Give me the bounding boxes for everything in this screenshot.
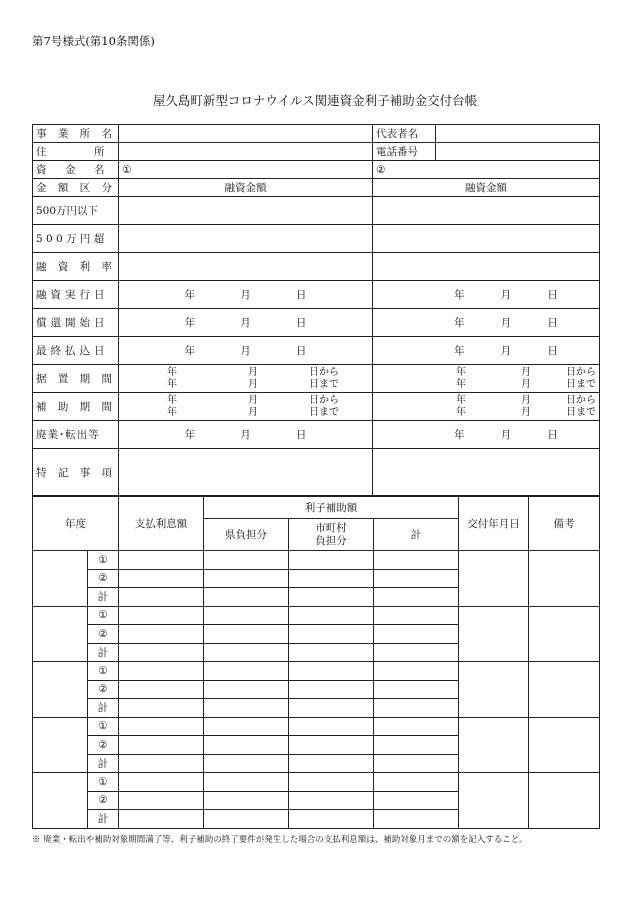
- address-field[interactable]: [119, 143, 373, 161]
- paid-interest-cell[interactable]: [119, 773, 204, 792]
- fiscal-year-cell[interactable]: [33, 717, 88, 773]
- paid-interest-cell[interactable]: [119, 810, 204, 829]
- final-pay-label: 最終払込日: [33, 337, 119, 365]
- under-500-field-2[interactable]: [373, 197, 600, 225]
- final-pay-field-1[interactable]: [119, 337, 373, 365]
- day-label: 日: [295, 429, 307, 441]
- year-label: 年: [456, 378, 466, 390]
- total-cell[interactable]: [374, 699, 459, 718]
- month-label: 月: [500, 289, 512, 301]
- day-label: 日: [295, 345, 307, 357]
- year-label: 年: [454, 429, 465, 441]
- table-row: [33, 717, 600, 736]
- row-label: 計: [88, 699, 119, 718]
- fund-name-2[interactable]: ②: [373, 161, 600, 179]
- total-cell[interactable]: [374, 736, 459, 755]
- day-label: 日: [547, 345, 558, 357]
- phone-label: 電話番号: [373, 143, 436, 161]
- fund-name-label: 資 金 名: [33, 161, 119, 179]
- form-number: 第7号様式(第10条関係): [32, 34, 155, 48]
- pref-share-cell[interactable]: [204, 717, 289, 736]
- city-share-cell[interactable]: [289, 625, 374, 644]
- row-label: ①: [88, 551, 119, 570]
- city-share-cell[interactable]: [289, 810, 374, 829]
- month-label: 月: [247, 394, 258, 406]
- total-cell[interactable]: [374, 569, 459, 588]
- fiscal-year-cell[interactable]: [33, 662, 88, 718]
- fiscal-year-cell[interactable]: [33, 606, 88, 662]
- year-label: 年: [184, 345, 196, 357]
- interest-rate-field-1[interactable]: [119, 253, 373, 281]
- grant-date-cell[interactable]: [459, 773, 529, 829]
- grace-period-field-1[interactable]: [119, 365, 373, 393]
- month-label: 月: [240, 345, 251, 357]
- month-label: 月: [247, 366, 258, 378]
- city-share-header: 市町村 負担分: [289, 519, 374, 551]
- total-cell[interactable]: [374, 717, 459, 736]
- fund-name-1[interactable]: ①: [119, 161, 373, 179]
- special-notes-label: 特 記 事 項: [33, 449, 119, 496]
- from-day-label: 日から: [566, 394, 596, 406]
- paid-interest-cell[interactable]: [119, 699, 204, 718]
- over-500-label: 5 0 0 万 円 超: [33, 225, 119, 253]
- row-label: ②: [88, 569, 119, 588]
- year-label: 年: [167, 406, 177, 418]
- under-500-label: 500万円以下: [33, 197, 119, 225]
- pref-share-cell[interactable]: [204, 662, 289, 681]
- day-label: 日: [547, 429, 558, 441]
- pref-share-cell[interactable]: [204, 606, 289, 625]
- row-label: 計: [88, 810, 119, 829]
- footnote: ※ 廃業・転出や補助対象期間満了等、利子補助の終了要件が発生した場合の支払利息額は、補助対象月までの額を記入すること。: [32, 835, 528, 845]
- paid-interest-cell[interactable]: [119, 606, 204, 625]
- table-row: [33, 606, 600, 625]
- month-label: 月: [500, 345, 512, 357]
- total-cell[interactable]: [374, 810, 459, 829]
- until-day-label: 日まで: [566, 378, 596, 390]
- pref-share-cell[interactable]: [204, 588, 289, 607]
- pref-share-cell[interactable]: [204, 736, 289, 755]
- paid-interest-header: 支払利息額: [119, 497, 204, 551]
- row-label: 計: [88, 643, 119, 662]
- grant-date-cell[interactable]: [459, 662, 529, 718]
- document-title: 屋久島町新型コロナウイルス関連資金利子補助金交付台帳: [152, 93, 478, 108]
- repay-start-field-1[interactable]: [119, 309, 373, 337]
- account-table: [32, 124, 600, 496]
- total-header: 計: [374, 519, 459, 551]
- until-day-label: 日まで: [308, 406, 339, 418]
- month-label: 月: [520, 406, 531, 418]
- subsidy-amount-header: 利子補助額: [204, 497, 459, 519]
- pref-share-cell[interactable]: [204, 773, 289, 792]
- pref-share-cell[interactable]: [204, 810, 289, 829]
- day-label: 日: [547, 317, 558, 329]
- address-label: 住 所: [33, 143, 119, 161]
- year-label: 年: [454, 345, 465, 357]
- closure-label: 廃業･転出等: [33, 421, 119, 449]
- phone-field[interactable]: [436, 143, 600, 161]
- total-cell[interactable]: [374, 588, 459, 607]
- exec-date-field-1[interactable]: [119, 281, 373, 309]
- year-label: 年: [454, 289, 465, 301]
- office-name-label: 事 業 所 名: [33, 125, 119, 143]
- final-pay-field-2[interactable]: [373, 337, 600, 365]
- row-label: ①: [88, 606, 119, 625]
- grace-period-label: 据 置 期 間: [33, 365, 119, 393]
- paid-interest-cell[interactable]: [119, 625, 204, 644]
- year-label: 年: [184, 317, 196, 329]
- interest-rate-field-2[interactable]: [373, 253, 600, 281]
- subsidy-period-label: 補 助 期 間: [33, 393, 119, 421]
- grant-date-header: 交付年月日: [459, 497, 529, 551]
- month-label: 月: [247, 406, 258, 418]
- special-notes-field-2[interactable]: [373, 449, 600, 496]
- city-share-cell[interactable]: [289, 606, 374, 625]
- paid-interest-cell[interactable]: [119, 662, 204, 681]
- city-share-cell[interactable]: [289, 551, 374, 570]
- row-label: ②: [88, 680, 119, 699]
- office-name-field[interactable]: [119, 125, 373, 143]
- month-label: 月: [500, 317, 512, 329]
- city-share-cell[interactable]: [289, 569, 374, 588]
- loan-amount-header-1: 融資金額: [119, 179, 373, 197]
- pref-share-cell[interactable]: [204, 680, 289, 699]
- city-share-cell[interactable]: [289, 643, 374, 662]
- paid-interest-cell[interactable]: [119, 736, 204, 755]
- city-share-cell[interactable]: [289, 754, 374, 773]
- repay-start-label: 償還開始日: [33, 309, 119, 337]
- pref-share-cell[interactable]: [204, 643, 289, 662]
- table-row: [33, 662, 600, 681]
- month-label: 月: [240, 317, 251, 329]
- until-day-label: 日まで: [308, 378, 339, 390]
- from-day-label: 日から: [308, 394, 339, 406]
- year-label: 年: [167, 366, 177, 378]
- pref-share-cell[interactable]: [204, 699, 289, 718]
- month-label: 月: [500, 429, 512, 441]
- grant-date-cell[interactable]: [459, 717, 529, 773]
- paid-interest-cell[interactable]: [119, 680, 204, 699]
- row-label: 計: [88, 754, 119, 773]
- city-share-cell[interactable]: [289, 736, 374, 755]
- row-label: ②: [88, 791, 119, 810]
- remarks-cell[interactable]: [529, 717, 600, 773]
- paid-interest-cell[interactable]: [119, 551, 204, 570]
- city-share-cell[interactable]: [289, 680, 374, 699]
- exec-date-label: 融資実行日: [33, 281, 119, 309]
- representative-label: 代表者名: [373, 125, 436, 143]
- paid-interest-cell[interactable]: [119, 643, 204, 662]
- total-cell[interactable]: [374, 662, 459, 681]
- month-label: 月: [247, 378, 258, 390]
- remarks-cell[interactable]: [529, 606, 600, 662]
- paid-interest-cell[interactable]: [119, 717, 204, 736]
- closure-field-2[interactable]: [373, 421, 600, 449]
- total-cell[interactable]: [374, 754, 459, 773]
- fiscal-year-header: 年度: [33, 497, 119, 551]
- total-cell[interactable]: [374, 551, 459, 570]
- remarks-header: 備考: [529, 497, 600, 551]
- paid-interest-cell[interactable]: [119, 754, 204, 773]
- repay-start-field-2[interactable]: [373, 309, 600, 337]
- pref-share-cell[interactable]: [204, 569, 289, 588]
- row-label: ①: [88, 773, 119, 792]
- month-label: 月: [520, 378, 531, 390]
- over-500-field-2[interactable]: [373, 225, 600, 253]
- day-label: 日: [547, 289, 558, 301]
- year-label: 年: [184, 289, 196, 301]
- remarks-cell[interactable]: [529, 551, 600, 607]
- month-label: 月: [520, 394, 531, 406]
- fiscal-year-cell[interactable]: [33, 773, 88, 829]
- total-cell[interactable]: [374, 791, 459, 810]
- total-cell[interactable]: [374, 680, 459, 699]
- year-label: 年: [456, 406, 466, 418]
- row-label: ①: [88, 662, 119, 681]
- paid-interest-cell[interactable]: [119, 791, 204, 810]
- city-share-cell[interactable]: [289, 717, 374, 736]
- grant-date-cell[interactable]: [459, 606, 529, 662]
- year-label: 年: [456, 366, 466, 378]
- year-label: 年: [454, 317, 465, 329]
- representative-field[interactable]: [436, 125, 600, 143]
- closure-field-1[interactable]: [119, 421, 373, 449]
- total-cell[interactable]: [374, 625, 459, 644]
- city-share-cell[interactable]: [289, 588, 374, 607]
- interest-rate-label: 融 資 利 率: [33, 253, 119, 281]
- month-label: 月: [520, 366, 531, 378]
- pref-share-cell[interactable]: [204, 625, 289, 644]
- subsidy-period-field-1[interactable]: [119, 393, 373, 421]
- subsidy-period-field-2[interactable]: [373, 393, 600, 421]
- paid-interest-cell[interactable]: [119, 569, 204, 588]
- pref-share-cell[interactable]: [204, 754, 289, 773]
- day-label: 日: [295, 317, 307, 329]
- pref-share-cell[interactable]: [204, 551, 289, 570]
- exec-date-field-2[interactable]: [373, 281, 600, 309]
- year-label: 年: [456, 394, 466, 406]
- remarks-cell[interactable]: [529, 773, 600, 829]
- paid-interest-cell[interactable]: [119, 588, 204, 607]
- under-500-field-1[interactable]: [119, 197, 373, 225]
- total-cell[interactable]: [374, 773, 459, 792]
- until-day-label: 日まで: [566, 406, 596, 418]
- total-cell[interactable]: [374, 606, 459, 625]
- row-label: ②: [88, 625, 119, 644]
- loan-amount-header-2: 融資金額: [373, 179, 600, 197]
- day-label: 日: [295, 289, 307, 301]
- city-share-cell[interactable]: [289, 662, 374, 681]
- month-label: 月: [240, 289, 251, 301]
- pref-share-header: 県負担分: [204, 519, 289, 551]
- year-label: 年: [167, 394, 177, 406]
- over-500-field-1[interactable]: [119, 225, 373, 253]
- pref-share-cell[interactable]: [204, 791, 289, 810]
- year-label: 年: [167, 378, 177, 390]
- row-label: ②: [88, 736, 119, 755]
- grant-date-cell[interactable]: [459, 551, 529, 607]
- fiscal-year-cell[interactable]: [33, 551, 88, 607]
- remarks-cell[interactable]: [529, 662, 600, 718]
- row-label: 計: [88, 588, 119, 607]
- year-label: 年: [184, 429, 196, 441]
- city-share-cell[interactable]: [289, 699, 374, 718]
- city-share-cell[interactable]: [289, 791, 374, 810]
- special-notes-field-1[interactable]: [119, 449, 373, 496]
- from-day-label: 日から: [308, 366, 339, 378]
- table-row: [33, 773, 600, 792]
- from-day-label: 日から: [566, 366, 596, 378]
- subsidy-table: [32, 496, 600, 829]
- amount-category-label: 金 額 区 分: [33, 179, 119, 197]
- city-share-cell[interactable]: [289, 773, 374, 792]
- table-row: [33, 551, 600, 570]
- total-cell[interactable]: [374, 643, 459, 662]
- grace-period-field-2[interactable]: [373, 365, 600, 393]
- month-label: 月: [240, 429, 251, 441]
- row-label: ①: [88, 717, 119, 736]
